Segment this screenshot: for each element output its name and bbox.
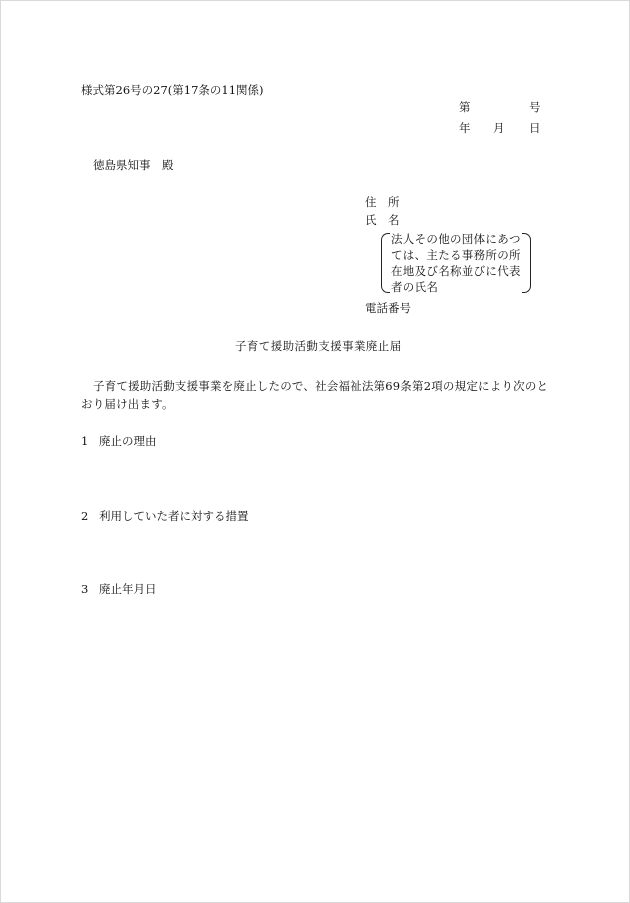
bracket-right [522,233,531,293]
date-year-label: 年 [459,121,471,135]
body-text: 子育て援助活動支援事業を廃止したので、社会福祉法第69条第2項の規定により次のとおり届け出ます。 [81,379,549,411]
item-label: 利用していた者に対する措置 [99,509,249,523]
item-number: 1 [81,434,89,448]
phone-label: 電話番号 [365,301,411,315]
item-label: 廃止の理由 [99,434,157,448]
organization-note-line: ては、主たる事務所の所 [391,248,521,262]
organization-note [377,231,531,295]
organization-note-text [391,231,525,295]
document-number-label: 第 [459,100,471,114]
document-title: 子育て援助活動支援事業廃止届 [235,339,402,353]
name-label: 氏 名 [365,213,400,227]
item-label: 廃止年月日 [99,582,157,596]
date-month-label: 月 [493,121,505,135]
organization-note-line: 法人その他の団体にあつ [391,232,521,246]
document-number-suffix: 号 [529,100,541,114]
item-number: 2 [81,509,89,523]
item-measures-for-users [81,508,249,524]
address-label: 住 所 [365,195,400,209]
date-day-label: 日 [529,121,541,135]
bracket-left [381,233,390,293]
item-number: 3 [81,582,89,596]
item-withdrawal-reason [81,433,157,449]
addressee: 徳島県知事 殿 [93,158,174,172]
item-withdrawal-date [81,581,157,597]
organization-note-line: 者の氏名 [391,280,439,294]
form-id: 様式第26号の27(第17条の11関係) [81,83,264,97]
organization-note-line: 在地及び名称並びに代表 [391,264,521,278]
